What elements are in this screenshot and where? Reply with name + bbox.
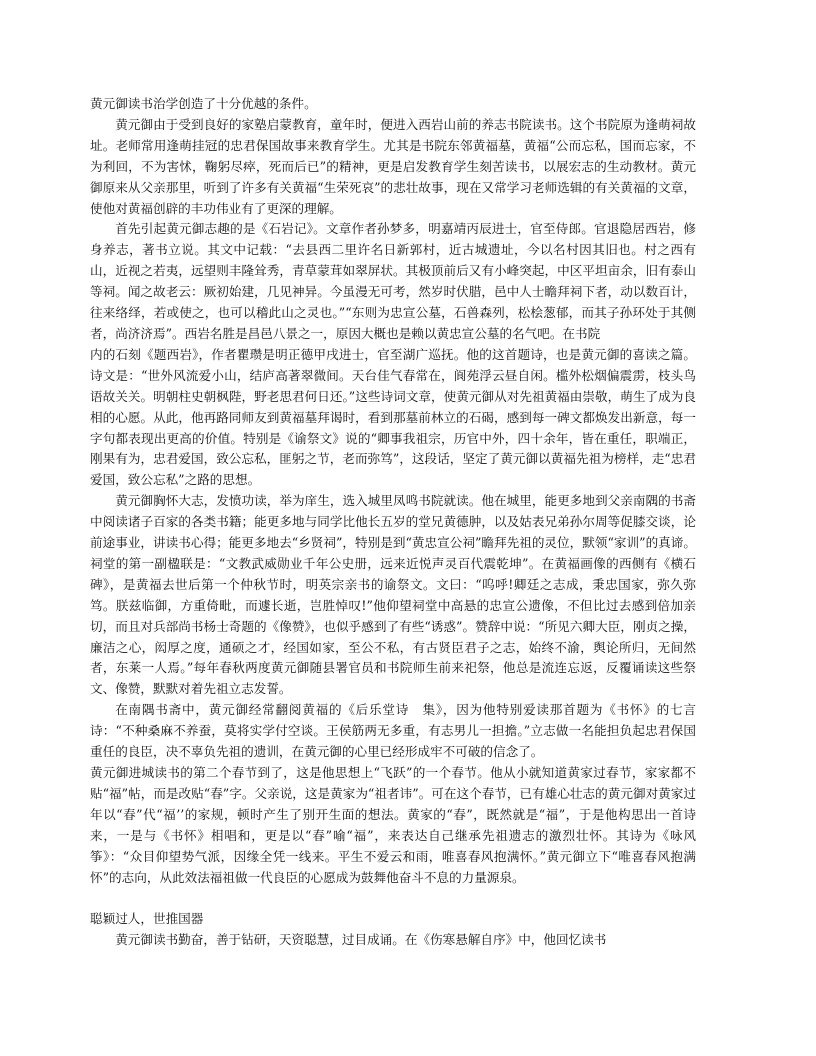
paragraph-1: 黄元御读书治学创造了十分优越的条件。	[90, 96, 317, 111]
paragraph-2: 黄元御由于受到良好的家塾启蒙教育，童年时，便进入西岩山前的养志书院读书。这个书院原为逢萌祠故址。老师常用逢萌挂冠的忠君保国故事来教育学生。尤其是书院东邻黄福墓，黄福“公而忘私，国而忘家，不为利回，不为害怵，鞠躬尽瘁，死而后已”的精神，更是启发教育学生刻苦读书，以展宏志的生动教材。黄元御原来从父亲那里，听到了许多有关黄福“生荣死哀”的悲壮故事，现在又常学习老师选辑的有关黄福的文章，使他对黄福创辟的丰功伟业有了更深的理解。	[90, 116, 696, 216]
paragraph-5: 黄元御胸怀大志，发愤功读，举为庠生，选入城里凤鸣书院就读。他在城里，能更多地到父亲南隅的书斋中阅读诸子百家的各类书籍；能更多地与同学比他长五岁的堂兄黄德肿，以及姑表兄弟孙尔周等促膝交谈，论前途事业，讲读书心得；能更多地去“乡贤祠”，特别是到“黄忠宣公祠”瞻拜先祖的灵位，默领“家训”的真谛。祠堂的第一副楹联是：“文教武威勋业千年公史册，远来近悦声灵百代震乾坤”。在黄福画像的西侧有《横石碑》，是黄福去世后第一个仲秋节时，明英宗亲书的谕祭文。文曰：“呜呼!卿廷之志成，秉忠国家，弥久弥笃。朕兹临御，方重倚毗，而遽长逝，岂胜悼叹!”他仰望祠堂中高悬的忠宣公遗像，不但比过去感到倍加亲切，而且对兵部尚书杨士奇题的《像赞》，也似乎感到了有些“诱惑”。赞辞中说：“所见六卿大臣，刚贞之操，廉洁之心，闳厚之度，通硕之才，经国如家，至公不私，有古贤臣君子之志，始终不渝，舆论所归，无间然者，东莱一人焉。”每年春秋两度黄元御随县署官员和书院师生前来祀祭，他总是流连忘返，反覆诵读这些祭文、像赞，默默对着先祖立志发誓。	[90, 493, 696, 697]
paragraph-8: 黄元御读书勤奋，善于钻研，天资聪慧，过目成诵。在《伤寒悬解自序》中，他回忆读书	[115, 932, 607, 948]
paragraph-4: 内的石刻《题西岩》，作者瞿瓒是明正德甲戌进士，官至湖广巡抚。他的这首题诗，也是黄元御的喜读之篇。诗文是：“世外风流爱小山，结庐高著翠微间。天台佳气春常在，阆苑浮云昼自闲。槛外松烟偏震雳，枝头鸟语故关关。明朝柱史朝枫陛，野老思君何日还。”这些诗词文章，使黄元御从对先祖黄福由崇敬，萌生了成为良相的心愿。从此，他再路同师友到黄福墓拜谒时，看到那墓前林立的石碣，感到每一碑文都焕发出新意，每一字句都表现出更高的价值。特别是《谕祭文》说的“卿事我祖宗，历官中外，四十余年，皆在重任，职端正，刚果有为，忠君爱国，致公忘私，匪躬之节，老而弥笃”，这段话，坚定了黄元御以黄福先祖为榜样，走“忠君爱国，致公忘私”之路的思想。	[90, 346, 696, 488]
paragraph-3: 首先引起黄元御志趣的是《石岩记》。文章作者孙梦多，明嘉靖丙辰进士，官至侍郎。官退隐居西岩，修身养志，著书立说。其文中记载：“去县西二里许名日新郭村，近古城遗址，今以名村因其旧也。村之西有山，近视之若夷，远望则丰隆耸秀，青草蒙茸如翠屏状。其极顶前后又有小峰突起，中区平坦亩余，旧有泰山等祠。闻之故老云：厥初始建，几见神异。今虽漫无可考，然岁时伏腊，邑中人士瞻拜祠下者，动以数百计，往来络绎，若或使之，也可以稽此山之灵也。”“东则为忠宣公墓，石兽森列，松桧葱郁，而其子孙环处于其侧者，尚济济焉”。西岩名胜是昌邑八景之一，原因大概也是赖以黄忠宣公墓的名气吧。在书院	[90, 221, 696, 341]
paragraph-7: 黄元御进城读书的第二个春节到了，这是他思想上“飞跃”的一个春节。他从小就知道黄家过春节，家家都不贴“福”帖，而是改贴“春”字。父亲说，这是黄家为“祖者讳”。可在这个春节，已有雄心壮志的黄元御对黄家过年以“春”代“福’’的家规，顿时产生了别开生面的想法。黄家的“春”，既然就是“福”，于是他构思出一首诗来，一是与《书怀》相唱和，更是以“春”喻“福”，来表达自己继承先祖遗志的激烈壮怀。其诗为《咏风筝》：“众目仰望势气派，因缘全凭一线来。平生不爱云和雨，唯喜春风抱满怀。”黄元御立下“唯喜春风抱满怀”的志向，从此效法福祖做一代良臣的心愿成为鼓舞他奋斗不息的力量源泉。	[90, 765, 696, 885]
section-heading: 聪颖过人，世推国器	[90, 911, 204, 927]
document-page	[90, 94, 696, 951]
paragraph-6: 在南隅书斋中，黄元御经常翻阅黄福的《后乐堂诗 集》，因为他特别爱读那首题为《书怀》的七言诗：“不种桑麻不养蚕，莫将实学付空谈。王侯筋两无多重，有志男儿一担擔。”立志做一名能担负起忠君保国重任的良臣，决不辜负先祖的遗训，在黄元御的心里已经形成牢不可破的信念了。	[90, 702, 696, 760]
